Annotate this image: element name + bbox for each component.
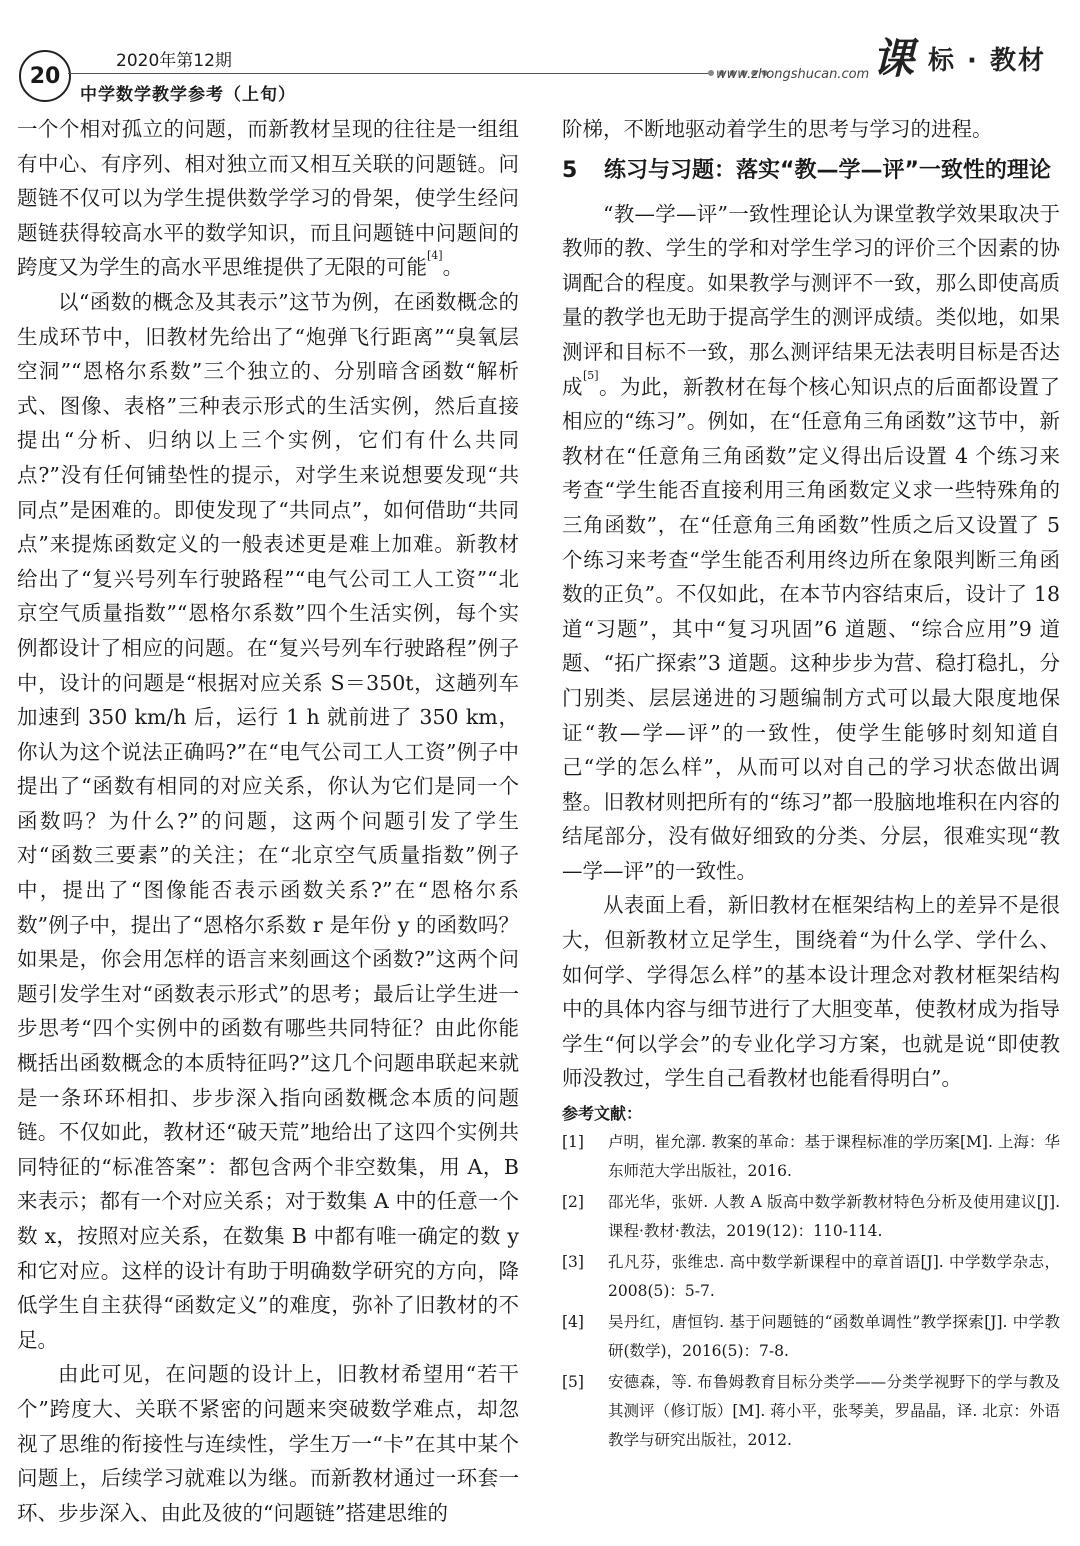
brand-logo-char: 课 (872, 34, 915, 83)
references-list (562, 1128, 1060, 1455)
reference-text: 吴丹红，唐恒钧. 基于问题链的“函数单调性”教学探索[J]. 中学教研(数学)，2016(5)：7-8. (608, 1313, 1060, 1361)
column-brand (872, 26, 1062, 86)
reference-item (562, 1308, 1060, 1366)
paragraph: 一个个相对孤立的问题，而新教材呈现的往往是一组组有中心、有序列、相对独立而又相互关联的问题链。问题链不仅可以为学生提供数学学习的骨架，使学生经问题链获得较高水平的数学知识，而且问题链中问题间的跨度又为学生的高水平思维提供了无限的可能[4]。 (17, 117, 519, 280)
reference-text: 卢明，崔允漷. 教案的革命：基于课程标准的学历案[M]. 上海：华东师范大学出版社，2016. (608, 1133, 1060, 1181)
website-url[interactable]: www.zhongshucan.com (716, 67, 870, 82)
reference-item (562, 1248, 1060, 1306)
section-number: 5 (562, 157, 578, 183)
issue-label: 2020年第12期 (116, 51, 232, 71)
journal-name: 中学数学教学参考（上旬） (80, 85, 296, 105)
section-title: 练习与习题：落实“教—学—评”一致性的理论 (604, 157, 1051, 183)
reference-number: [3] (562, 1253, 584, 1272)
reference-item (562, 1188, 1060, 1246)
reference-number: [4] (562, 1313, 584, 1332)
references-title: 参考文献： (562, 1104, 643, 1124)
paragraph: 由此可见，在问题的设计上，旧教材希望用“若干个”跨度大、关联不紧密的问题来突破数学难点，却忽视了思维的衔接性与连续性，学生万一“卡”在其中某个问题上，后续学习就难以为继。而新教材通过一环套一环、步步深入、由此及彼的“问题链”搭建思维的 (17, 1362, 519, 1525)
paragraph: “教—学—评”一致性理论认为课堂教学效果取决于教师的教、学生的学和对学生学习的评价三个因素的协调配合的程度。如果教学与测评不一致，那么即使高质量的教学也无助于提高学生的测评成绩。类似地，如果测评和目标不一致，那么测评结果无法表明目标是否达成[5]。为此，新教材在每个核心知识点的后面都设置了相应的“练习”。例如，在“任意角三角函数”这节中，新教材在“任意角三角函数”定义得出后设置 4 个练习来考查“学生能否直接利用三角函数定义求一些特殊角的三角函数”，在“任意角三角函数”性质之后又设置了 5 个练习来考查“学生能否利用终边所在象限判断三角函数的正负”。不仅如此，在本节内容结束后，设计了 18 道“习题”，其中“复习巩固”6 道题、“综合应用”9 道题、“拓广探索”3 道题。这种步步为营、稳打稳扎，分门别类、层层递进的习题编制方式可以最大限度地保证“教—学—评”的一致性，使学生能够时刻知道自己“学的怎么样”，从而可以对自己的学习状态做出调整。旧教材则把所有的“练习”都一股脑地堆积在内容的结尾部分，没有做好细致的分类、分层，很难实现“教—学—评”的一致性。 (562, 201, 1061, 883)
reference-item (562, 1128, 1060, 1186)
page-number: 20 (19, 50, 71, 102)
reference-text: 邵光华，张妍. 人教 A 版高中数学新教材特色分析及使用建议[J]. 课程·教材·教法，2019(12)：110-114. (608, 1193, 1060, 1241)
citation: [5] (582, 368, 599, 382)
reference-text: 孔凡芬，张维忠. 高中数学新课程中的章首语[J]. 中学数学杂志，2008(5)：5-7. (608, 1253, 1060, 1301)
reference-item (562, 1368, 1060, 1455)
reference-text: 安德森，等. 布鲁姆教育目标分类学——分类学视野下的学与教及其测评（修订版）[M]. 蒋小平，张琴美，罗晶晶，译. 北京：外语教学与研究出版社，2012. (608, 1373, 1060, 1450)
paragraph: 以“函数的概念及其表示”这节为例，在函数概念的生成环节中，旧教材先给出了“炮弹飞行距离”“臭氧层空洞”“恩格尔系数”三个独立的、分别暗含函数“解析式、图像、表格”三种表示形式的生活实例，然后直接提出“分析、归纳以上三个实例，它们有什么共同点?”没有任何铺垫性的提示，对学生来说想要发现“共同点”是困难的。即使发现了“共同点”，如何借助“共同点”来提炼函数定义的一般表述更是难上加难。新教材给出了“复兴号列车行驶路程”“电气公司工人工资”“北京空气质量指数”“恩格尔系数”四个生活实例，每个实例都设计了相应的问题。在“复兴号列车行驶路程”例子中，设计的问题是“根据对应关系 S＝350t，这趟列车加速到 350 km/h 后，运行 1 h 就前进了 350 km，你认为这个说法正确吗?”在“电气公司工人工资”例子中提出了“函数有相同的对应关系，你认为它们是同一个函数吗？为什么?”的问题，这两个问题引发了学生对“函数三要素”的关注；在“北京空气质量指数”例子中，提出了“图像能否表示函数关系?”在“恩格尔系数”例子中，提出了“恩格尔系数 r 是年份 y 的函数吗？如果是，你会用怎样的语言来刻画这个函数?”这两个问题引发学生对“函数表示形式”的思考；最后让学生进一步思考“四个实例中的函数有哪些共同特征？由此你能概括出函数概念的本质特征吗?”这几个问题串联起来就是一条环环相扣、步步深入指向函数概念本质的问题链。不仅如此，教材还“破天荒”地给出了这四个实例共同特征的“标准答案”：都包含两个非空数集，用 A，B 来表示；都有一个对应关系；对于数集 A 中的任意一个数 x，按照对应关系，在数集 B 中都有唯一确定的数 y 和它对应。这样的设计有助于明确数学研究的方向，降低学生自主获得“函数定义”的难度，弥补了旧教材的不足。 (17, 289, 519, 1352)
citation: [4] (427, 249, 443, 263)
right-column (562, 112, 1060, 1457)
header-divider (68, 73, 708, 74)
paragraph-continuation: 阶梯，不断地驱动着学生的思考与学习的进程。 (562, 117, 993, 141)
left-column (17, 112, 519, 1530)
section-heading (562, 153, 1060, 189)
reference-number: [1] (562, 1133, 584, 1152)
paragraph: 从表面上看，新旧教材在框架结构上的差异不是很大，但新教材立足学生，围绕着“为什么学、学什么、如何学、学得怎么样”的基本设计理念对教材框架结构中的具体内容与细节进行了大胆变革，使教材成为指导学生“何以学会”的专业化学习方案，也就是说“即使教师没教过，学生自己看教材也能看得明白”。 (562, 893, 1060, 1091)
brand-text: 标 · 教材 (928, 46, 1046, 76)
reference-number: [2] (562, 1193, 584, 1212)
reference-number: [5] (562, 1373, 584, 1392)
